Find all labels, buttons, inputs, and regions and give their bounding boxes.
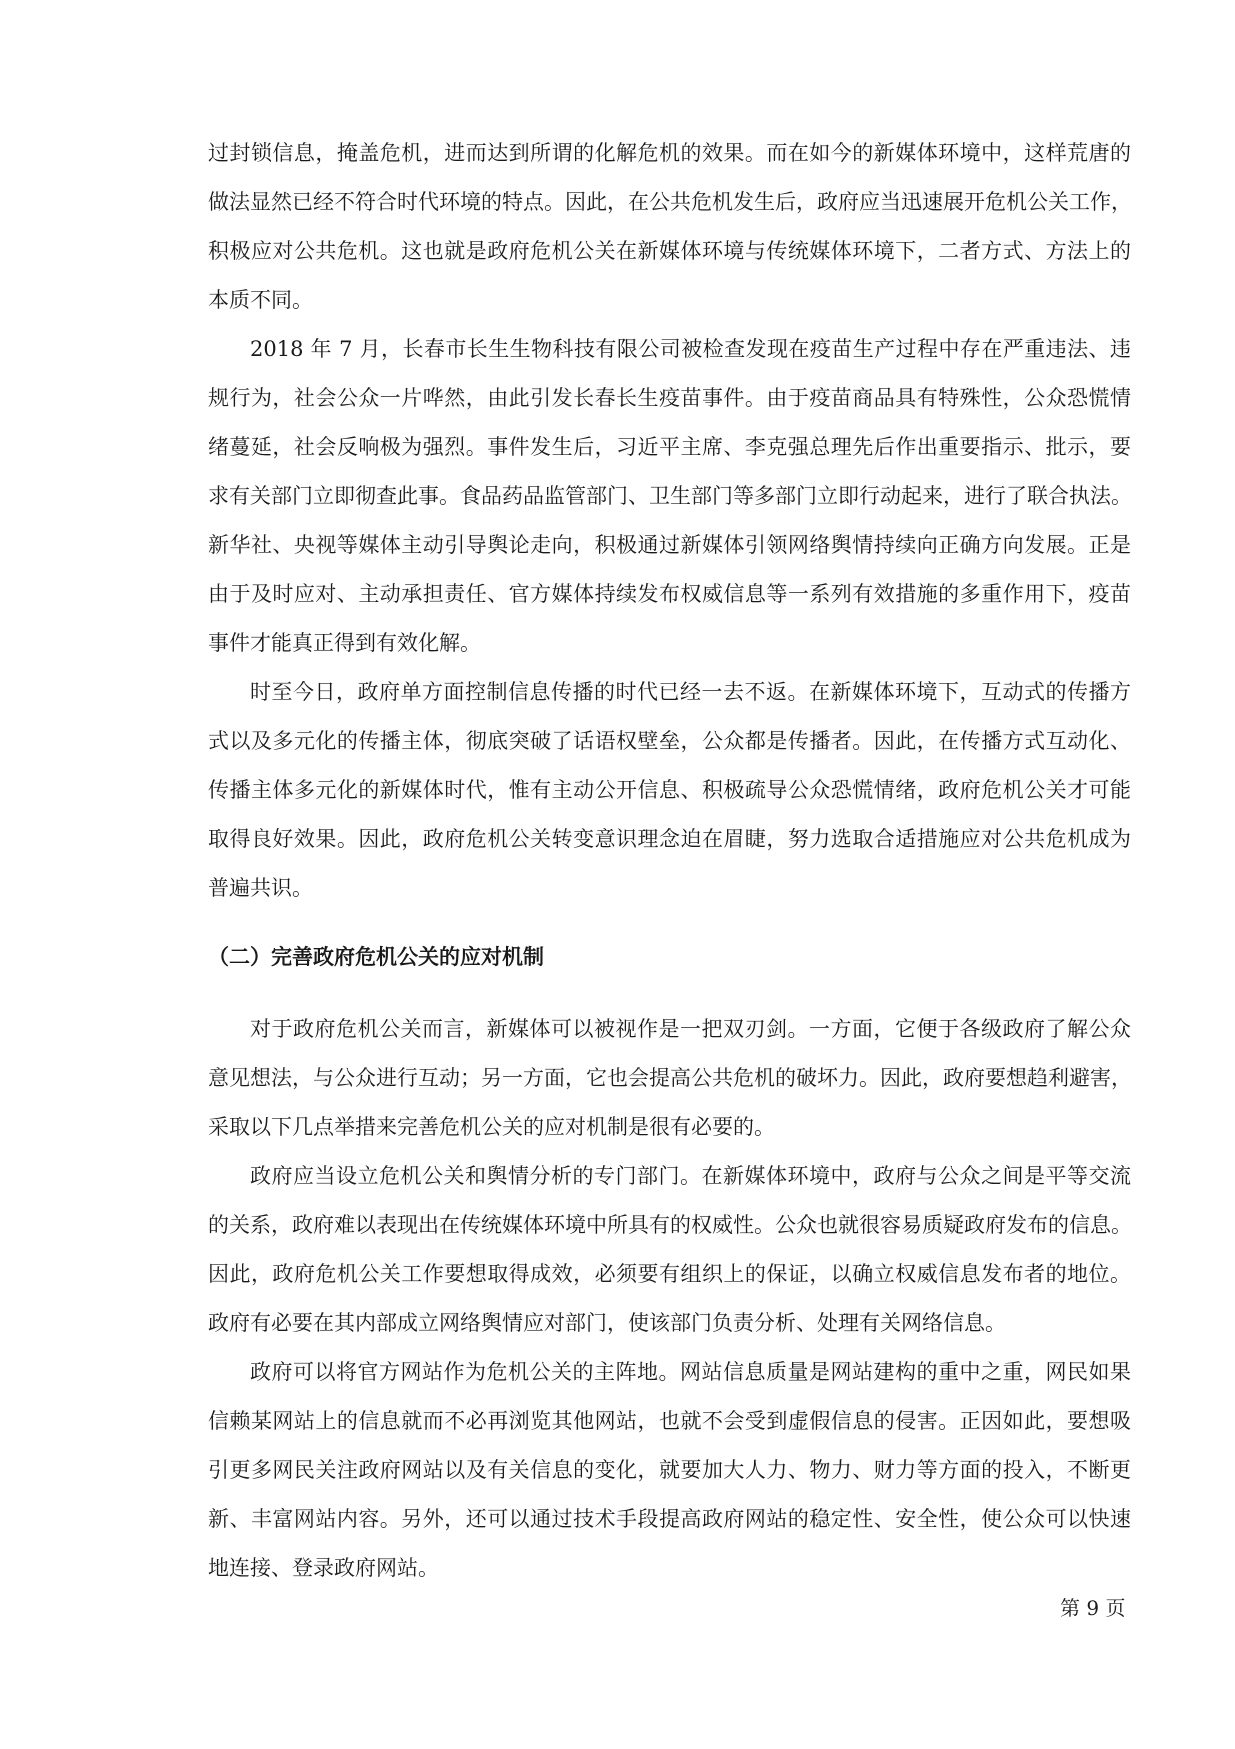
- paragraph-3-line-5: 普遍共识。: [208, 876, 313, 900]
- page-number: 第 9 页: [1060, 1596, 1126, 1620]
- paragraph-2-line-5: 新华社、央视等媒体主动引导舆论走向，积极通过新媒体引领网络舆情持续向正确方向发展。正是: [208, 533, 1131, 557]
- paragraph-1-line-4: 本质不同。: [208, 288, 313, 312]
- paragraph-6-line-2: 信赖某网站上的信息就而不必再浏览其他网站，也就不会受到虚假信息的侵害。正因如此，要想吸: [208, 1409, 1131, 1433]
- paragraph-2-line-6: 由于及时应对、主动承担责任、官方媒体持续发布权威信息等一系列有效措施的多重作用下，疫苗: [208, 582, 1131, 606]
- paragraph-3-line-4: 取得良好效果。因此，政府危机公关转变意识理念迫在眉睫，努力选取合适措施应对公共危机成为: [208, 827, 1131, 851]
- paragraph-6-line-5: 地连接、登录政府网站。: [208, 1556, 439, 1580]
- paragraph-2-line-4: 求有关部门立即彻查此事。食品药品监管部门、卫生部门等多部门立即行动起来，进行了联合执法。: [208, 484, 1132, 508]
- paragraph-5-line-2: 的关系，政府难以表现出在传统媒体环境中所具有的权威性。公众也就很容易质疑政府发布的信息。: [208, 1213, 1132, 1237]
- paragraph-3-line-2: 式以及多元化的传播主体，彻底突破了话语权壁垒，公众都是传播者。因此，在传播方式互动化、: [208, 729, 1131, 753]
- paragraph-4-line-3: 采取以下几点举措来完善危机公关的应对机制是很有必要的。: [208, 1115, 775, 1139]
- paragraph-4-line-1: 对于政府危机公关而言，新媒体可以被视作是一把双刃剑。一方面，它便于各级政府了解公众: [250, 1017, 1131, 1041]
- paragraph-2-line-1: 2018 年 7 月，长春市长生生物科技有限公司被检查发现在疫苗生产过程中存在严重违法、违: [250, 337, 1131, 361]
- paragraph-5-line-1: 政府应当设立危机公关和舆情分析的专门部门。在新媒体环境中，政府与公众之间是平等交流: [250, 1164, 1131, 1188]
- section-heading: （二）完善政府危机公关的应对机制: [208, 945, 544, 969]
- paragraph-1-line-3: 积极应对公共危机。这也就是政府危机公关在新媒体环境与传统媒体环境下，二者方式、方法上的: [208, 239, 1131, 263]
- paragraph-1-line-2: 做法显然已经不符合时代环境的特点。因此，在公共危机发生后，政府应当迅速展开危机公关工作，: [208, 190, 1132, 214]
- paragraph-3-line-1: 时至今日，政府单方面控制信息传播的时代已经一去不返。在新媒体环境下，互动式的传播方: [250, 680, 1131, 704]
- paragraph-6-line-4: 新、丰富网站内容。另外，还可以通过技术手段提高政府网站的稳定性、安全性，使公众可以快速: [208, 1507, 1131, 1531]
- paragraph-2-line-3: 绪蔓延，社会反响极为强烈。事件发生后，习近平主席、李克强总理先后作出重要指示、批示，要: [208, 435, 1131, 459]
- paragraph-6-line-1: 政府可以将官方网站作为危机公关的主阵地。网站信息质量是网站建构的重中之重，网民如果: [250, 1360, 1131, 1384]
- paragraph-2-line-7: 事件才能真正得到有效化解。: [208, 631, 481, 655]
- paragraph-4-line-2: 意见想法，与公众进行互动；另一方面，它也会提高公共危机的破坏力。因此，政府要想趋利避害，: [208, 1066, 1132, 1090]
- paragraph-6-line-3: 引更多网民关注政府网站以及有关信息的变化，就要加大人力、物力、财力等方面的投入，不断更: [208, 1458, 1131, 1482]
- paragraph-5-line-4: 政府有必要在其内部成立网络舆情应对部门，使该部门负责分析、处理有关网络信息。: [208, 1311, 1006, 1335]
- paragraph-3-line-3: 传播主体多元化的新媒体时代，惟有主动公开信息、积极疏导公众恐慌情绪，政府危机公关才可能: [208, 778, 1131, 802]
- paragraph-1-line-1: 过封锁信息，掩盖危机，进而达到所谓的化解危机的效果。而在如今的新媒体环境中，这样荒唐的: [208, 141, 1131, 165]
- paragraph-2-line-2: 规行为，社会公众一片哗然，由此引发长春长生疫苗事件。由于疫苗商品具有特殊性，公众恐慌情: [208, 386, 1131, 410]
- paragraph-5-line-3: 因此，政府危机公关工作要想取得成效，必须要有组织上的保证，以确立权威信息发布者的地位。: [208, 1262, 1131, 1286]
